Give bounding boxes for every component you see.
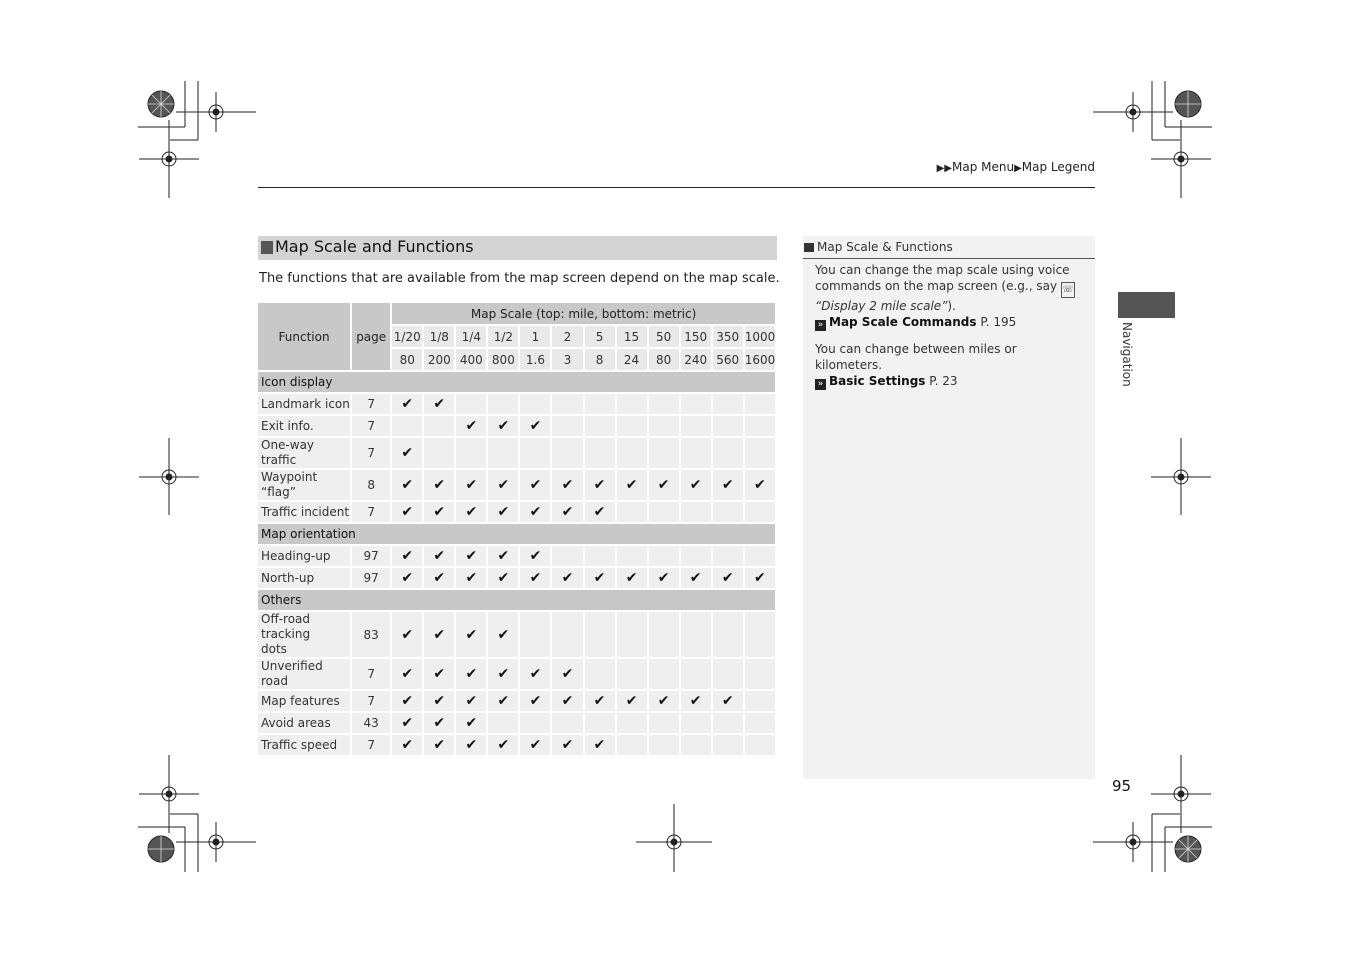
check-cell: ✔ — [713, 691, 743, 711]
page-cell[interactable]: 7 — [352, 502, 390, 522]
check-cell — [552, 546, 582, 566]
page-cell[interactable]: 7 — [352, 416, 390, 436]
check-cell — [585, 713, 615, 733]
check-cell: ✔ — [392, 735, 422, 755]
page-cell[interactable]: 97 — [352, 568, 390, 588]
group-label: Map orientation — [258, 524, 775, 544]
xref-arrow-icon: » — [815, 379, 826, 390]
check-cell — [520, 394, 550, 414]
sidebar-p1-end: ). — [947, 299, 956, 313]
check-cell — [424, 438, 454, 468]
check-cell — [649, 612, 679, 657]
scale-mile-0: 1/20 — [392, 326, 422, 347]
sidebar-paragraph-2 — [815, 341, 1075, 390]
xref-arrow-icon: » — [815, 320, 826, 331]
check-cell: ✔ — [681, 470, 711, 500]
check-cell: ✔ — [520, 659, 550, 689]
check-cell: ✔ — [681, 568, 711, 588]
scale-metric-8: 80 — [649, 349, 679, 370]
scale-metric-10: 560 — [713, 349, 743, 370]
check-cell — [424, 416, 454, 436]
table-row — [258, 470, 775, 500]
check-cell: ✔ — [488, 735, 518, 755]
check-cell — [552, 416, 582, 436]
group-row — [258, 590, 775, 610]
check-cell — [617, 416, 647, 436]
check-cell: ✔ — [424, 659, 454, 689]
check-cell: ✔ — [456, 735, 486, 755]
check-cell: ✔ — [552, 735, 582, 755]
check-cell — [681, 438, 711, 468]
check-cell: ✔ — [392, 691, 422, 711]
scale-mile-9: 150 — [681, 326, 711, 347]
check-cell — [713, 438, 743, 468]
check-cell — [649, 438, 679, 468]
check-cell: ✔ — [585, 502, 615, 522]
check-cell: ✔ — [552, 502, 582, 522]
check-cell: ✔ — [424, 546, 454, 566]
check-cell: ✔ — [424, 568, 454, 588]
table-row — [258, 438, 775, 468]
check-cell: ✔ — [520, 568, 550, 588]
check-cell: ✔ — [617, 568, 647, 588]
check-cell — [456, 438, 486, 468]
scale-mile-8: 50 — [649, 326, 679, 347]
check-cell — [745, 394, 775, 414]
check-cell: ✔ — [392, 470, 422, 500]
check-cell: ✔ — [392, 502, 422, 522]
check-cell: ✔ — [424, 691, 454, 711]
check-cell: ✔ — [585, 568, 615, 588]
check-cell — [520, 438, 550, 468]
table-row — [258, 691, 775, 711]
table-row — [258, 713, 775, 733]
check-cell: ✔ — [456, 416, 486, 436]
chapter-tab[interactable] — [1118, 292, 1175, 318]
check-cell: ✔ — [520, 691, 550, 711]
voice-icon: ☏ — [1061, 282, 1075, 298]
function-cell: Unverified road — [258, 659, 350, 689]
sidebar-paragraph-1 — [815, 262, 1075, 331]
check-cell: ✔ — [392, 713, 422, 733]
table-row — [258, 416, 775, 436]
check-cell — [681, 713, 711, 733]
check-cell — [713, 502, 743, 522]
check-cell — [552, 394, 582, 414]
check-cell: ✔ — [552, 691, 582, 711]
page-cell[interactable]: 7 — [352, 691, 390, 711]
check-cell — [745, 713, 775, 733]
sidebar-header-title: Map Scale & Functions — [817, 240, 953, 254]
link-basic-settings[interactable]: Basic Settings — [829, 374, 926, 388]
check-cell: ✔ — [424, 502, 454, 522]
check-cell: ✔ — [585, 691, 615, 711]
check-cell — [617, 735, 647, 755]
check-cell — [617, 612, 647, 657]
check-cell: ✔ — [456, 659, 486, 689]
check-cell: ✔ — [488, 502, 518, 522]
check-cell — [488, 394, 518, 414]
check-cell: ✔ — [392, 568, 422, 588]
check-cell — [681, 546, 711, 566]
check-cell: ✔ — [392, 659, 422, 689]
scale-metric-9: 240 — [681, 349, 711, 370]
group-label: Others — [258, 590, 775, 610]
check-cell — [745, 438, 775, 468]
sidebar-note — [803, 236, 1095, 779]
check-cell — [552, 713, 582, 733]
breadcrumb — [937, 160, 1095, 174]
function-cell: Waypoint “flag” — [258, 470, 350, 500]
check-cell — [681, 502, 711, 522]
check-cell — [552, 612, 582, 657]
check-cell: ✔ — [456, 502, 486, 522]
scale-metric-1: 200 — [424, 349, 454, 370]
check-cell: ✔ — [392, 438, 422, 468]
sidebar-p1-quote: “Display 2 mile scale” — [815, 299, 948, 313]
note-icon — [804, 243, 814, 252]
scale-mile-11: 1000 — [745, 326, 775, 347]
check-cell — [745, 735, 775, 755]
check-cell — [649, 416, 679, 436]
scale-metric-7: 24 — [617, 349, 647, 370]
table-row — [258, 735, 775, 755]
sidebar-p1-text: You can change the map scale using voice commands on the map screen (e.g., say — [815, 263, 1070, 293]
check-cell — [585, 546, 615, 566]
check-cell: ✔ — [520, 416, 550, 436]
link-basic-settings-page[interactable]: P. 23 — [929, 374, 958, 388]
check-cell — [649, 394, 679, 414]
scale-metric-0: 80 — [392, 349, 422, 370]
header-rule — [258, 187, 1095, 188]
check-cell: ✔ — [745, 568, 775, 588]
check-cell — [585, 438, 615, 468]
check-cell: ✔ — [520, 502, 550, 522]
check-cell: ✔ — [552, 659, 582, 689]
section-header — [258, 236, 777, 260]
check-cell: ✔ — [424, 470, 454, 500]
check-cell: ✔ — [520, 735, 550, 755]
page-number: 95 — [1112, 777, 1132, 795]
check-cell — [617, 659, 647, 689]
check-cell: ✔ — [456, 568, 486, 588]
check-cell: ✔ — [424, 713, 454, 733]
check-cell — [681, 394, 711, 414]
check-cell — [745, 502, 775, 522]
group-row — [258, 372, 775, 392]
check-cell: ✔ — [488, 470, 518, 500]
check-cell: ✔ — [552, 568, 582, 588]
check-cell — [745, 691, 775, 711]
check-cell: ✔ — [392, 394, 422, 414]
check-cell: ✔ — [649, 470, 679, 500]
check-cell — [713, 394, 743, 414]
check-cell: ✔ — [456, 470, 486, 500]
check-cell — [617, 438, 647, 468]
check-cell: ✔ — [488, 568, 518, 588]
table-row — [258, 659, 775, 689]
check-cell: ✔ — [681, 691, 711, 711]
check-cell: ✔ — [585, 470, 615, 500]
check-cell: ✔ — [617, 470, 647, 500]
scale-mile-2: 1/4 — [456, 326, 486, 347]
col-page-header: page — [352, 303, 390, 370]
table-row — [258, 546, 775, 566]
function-cell: One-way traffic — [258, 438, 350, 468]
check-cell — [681, 416, 711, 436]
sidebar-p2-text: You can change between miles or kilometers. — [815, 342, 1017, 372]
check-cell: ✔ — [713, 568, 743, 588]
check-cell — [520, 713, 550, 733]
check-cell — [713, 713, 743, 733]
check-cell: ✔ — [745, 470, 775, 500]
function-cell: Off-road tracking dots — [258, 612, 350, 657]
col-function-header: Function — [258, 303, 350, 370]
check-cell — [392, 416, 422, 436]
function-cell: Traffic speed — [258, 735, 350, 755]
page-cell[interactable]: 7 — [352, 438, 390, 468]
check-cell — [649, 659, 679, 689]
check-cell — [649, 502, 679, 522]
check-cell — [585, 612, 615, 657]
check-cell: ✔ — [424, 735, 454, 755]
check-cell: ✔ — [649, 568, 679, 588]
check-cell — [520, 612, 550, 657]
function-cell: Exit info. — [258, 416, 350, 436]
check-cell — [681, 735, 711, 755]
check-cell — [649, 735, 679, 755]
check-cell: ✔ — [649, 691, 679, 711]
check-cell — [456, 394, 486, 414]
check-cell — [745, 659, 775, 689]
function-cell: Heading-up — [258, 546, 350, 566]
check-cell — [745, 612, 775, 657]
sidebar-header — [803, 236, 1095, 259]
group-row — [258, 524, 775, 544]
scale-mile-10: 350 — [713, 326, 743, 347]
check-cell — [681, 612, 711, 657]
check-cell: ✔ — [456, 691, 486, 711]
breadcrumb-map-menu[interactable]: Map Menu — [951, 160, 1015, 174]
scale-metric-6: 8 — [585, 349, 615, 370]
table-row — [258, 568, 775, 588]
link-map-scale-commands[interactable]: Map Scale Commands — [829, 315, 977, 329]
page-cell[interactable]: 7 — [352, 735, 390, 755]
check-cell: ✔ — [488, 659, 518, 689]
section-title: Map Scale and Functions — [275, 237, 474, 256]
group-label: Icon display — [258, 372, 775, 392]
page-cell[interactable]: 43 — [352, 713, 390, 733]
check-cell — [713, 659, 743, 689]
check-cell — [617, 713, 647, 733]
check-cell — [713, 612, 743, 657]
check-cell — [617, 394, 647, 414]
check-cell: ✔ — [456, 546, 486, 566]
check-cell — [488, 438, 518, 468]
map-scale-table — [256, 301, 777, 757]
function-cell: Avoid areas — [258, 713, 350, 733]
sidebar-body — [815, 262, 1075, 400]
scale-mile-1: 1/8 — [424, 326, 454, 347]
check-cell — [585, 659, 615, 689]
check-cell: ✔ — [520, 470, 550, 500]
chapter-tab-label: Navigation — [1120, 322, 1134, 387]
function-cell: Map features — [258, 691, 350, 711]
scale-metric-11: 1600 — [745, 349, 775, 370]
breadcrumb-map-legend[interactable]: Map Legend — [1021, 160, 1095, 174]
table-row — [258, 502, 775, 522]
check-cell: ✔ — [488, 416, 518, 436]
check-cell — [585, 416, 615, 436]
table-row — [258, 612, 775, 657]
check-cell — [649, 546, 679, 566]
check-cell: ✔ — [552, 470, 582, 500]
check-cell: ✔ — [617, 691, 647, 711]
check-cell: ✔ — [488, 612, 518, 657]
scale-mile-5: 2 — [552, 326, 582, 347]
breadcrumb-separator: ▶ — [1014, 163, 1022, 174]
check-cell: ✔ — [392, 612, 422, 657]
check-cell: ✔ — [585, 735, 615, 755]
check-cell: ✔ — [392, 546, 422, 566]
check-cell: ✔ — [488, 546, 518, 566]
scale-mile-3: 1/2 — [488, 326, 518, 347]
check-cell — [617, 502, 647, 522]
table-row — [258, 394, 775, 414]
check-cell — [552, 438, 582, 468]
function-cell: Landmark icon — [258, 394, 350, 414]
check-cell: ✔ — [456, 713, 486, 733]
check-cell — [713, 416, 743, 436]
page-cell[interactable]: 97 — [352, 546, 390, 566]
scale-metric-5: 3 — [552, 349, 582, 370]
page-cell[interactable]: 83 — [352, 612, 390, 657]
link-map-scale-commands-page[interactable]: P. 195 — [980, 315, 1017, 329]
scale-metric-2: 400 — [456, 349, 486, 370]
check-cell — [488, 713, 518, 733]
check-cell: ✔ — [488, 691, 518, 711]
check-cell: ✔ — [424, 394, 454, 414]
check-cell — [745, 546, 775, 566]
check-cell: ✔ — [456, 612, 486, 657]
check-cell — [585, 394, 615, 414]
scale-metric-4: 1.6 — [520, 349, 550, 370]
page-cell[interactable]: 7 — [352, 394, 390, 414]
check-cell — [617, 546, 647, 566]
function-cell: North-up — [258, 568, 350, 588]
check-cell — [681, 659, 711, 689]
check-cell: ✔ — [713, 470, 743, 500]
intro-text: The functions that are available from the map screen depend on the map scale. — [259, 271, 780, 286]
check-cell — [713, 735, 743, 755]
scale-mile-4: 1 — [520, 326, 550, 347]
function-cell: Traffic incident — [258, 502, 350, 522]
check-cell: ✔ — [520, 546, 550, 566]
check-cell: ✔ — [424, 612, 454, 657]
page-cell[interactable]: 8 — [352, 470, 390, 500]
check-cell — [649, 713, 679, 733]
check-cell — [713, 546, 743, 566]
check-cell — [745, 416, 775, 436]
scale-metric-3: 800 — [488, 349, 518, 370]
section-square-icon — [261, 241, 273, 254]
map-scale-header: Map Scale (top: mile, bottom: metric) — [392, 303, 775, 324]
scale-mile-6: 5 — [585, 326, 615, 347]
breadcrumb-arrows: ▶▶ — [936, 163, 952, 174]
scale-mile-7: 15 — [617, 326, 647, 347]
page-cell[interactable]: 7 — [352, 659, 390, 689]
